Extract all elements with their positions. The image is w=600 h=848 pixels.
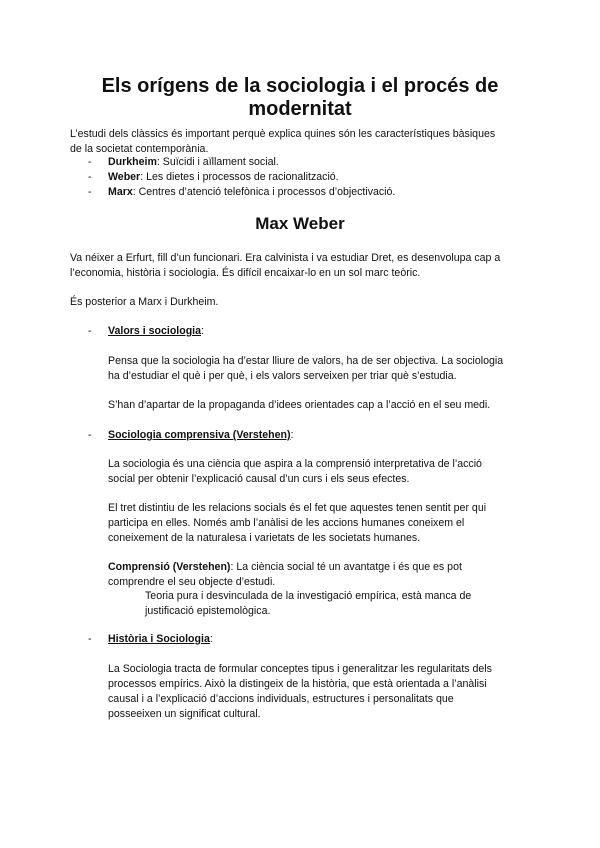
bullet-durkheim: - Durkheim: Suïcidi i aïllament social. bbox=[88, 156, 279, 168]
document-title bbox=[70, 75, 530, 121]
bullet-weber: - Weber: Les dietes i processos de racionalització. bbox=[88, 171, 339, 183]
section-title-max-weber: Max Weber bbox=[255, 214, 345, 233]
comprensiva-paragraph-1: La sociologia és una ciència que aspira a la comprensió interpretativa de l’acció social per obtenir l’explicació causal d’un curs i els seus efectes. bbox=[108, 458, 482, 485]
comprensiva-paragraph-2: El tret distintiu de les relacions socials és el fet que aquestes tenen sentit per qui participa en elles. Només amb l’anàlisi de les accions humanes coneixem el coneixement de la naturalesa i varietats de les societats humanes. bbox=[108, 502, 487, 544]
valors-paragraph-2: S’han d’apartar de la propaganda d’idees orientades cap a l’acció en el seu medi. bbox=[108, 399, 491, 411]
title-line-2: modernitat bbox=[248, 98, 352, 120]
weber-bio-paragraph: Va néixer a Erfurt, fill d’un funcionari. Era calvinista i va estudiar Dret, es desenvolupa cap a l’economia, història i sociologia. És difícil encaixar-lo en un sol marc teòric. bbox=[70, 252, 501, 279]
title-line-1: Els orígens de la sociologia i el procés de bbox=[101, 75, 499, 97]
heading-sociologia-comprensiva: - Sociologia comprensiva (Verstehen): bbox=[88, 429, 294, 441]
intro-paragraph: L’estudi dels clàssics és important perquè explica quines són les característiques bàsiques de la societat contemporània. bbox=[70, 128, 496, 155]
heading-historia-sociologia: - Història i Sociologia: bbox=[88, 633, 213, 645]
comprensio-paragraph: Comprensió (Verstehen): La ciència social té un avantatge i és que es pot comprendre el seu objecte d’estudi. bbox=[108, 561, 462, 588]
weber-chronology-paragraph: És posterior a Marx i Durkheim. bbox=[70, 296, 219, 308]
comprensio-subnote: Teoria pura i desvinculada de la investigació empírica, està manca de justificació epistemològica. bbox=[145, 590, 472, 617]
bullet-marx: - Marx: Centres d’atenció telefònica i processos d’objectivació. bbox=[88, 186, 396, 198]
heading-valors-sociologia: - Valors i sociologia: bbox=[88, 325, 204, 337]
valors-paragraph-1: Pensa que la sociologia ha d’estar lliure de valors, ha de ser objectiva. La sociologia ha d’estudiar el què i per què, i els valors serveixen per triar què s’estudia. bbox=[108, 355, 504, 382]
historia-paragraph: La Sociologia tracta de formular conceptes tipus i generalitzar les regularitats dels processos empírics. Això la distingeix de la història, que està orientada a l’anàlisi causal i a l’explicació d’accions individuals, estructures i personalitats que posseeixen un significat cultural. bbox=[108, 663, 492, 720]
